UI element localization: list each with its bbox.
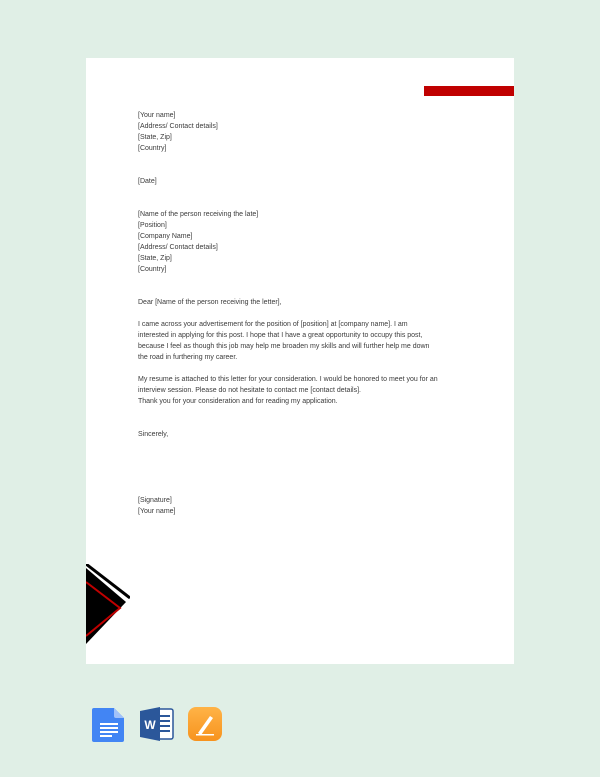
microsoft-word-icon[interactable] (140, 706, 174, 742)
salutation: Dear [Name of the person receiving the letter], (138, 299, 282, 306)
sender-block (138, 110, 438, 154)
sender-address: [Address/ Contact details] (138, 123, 218, 130)
recipient-company: [Company Name] (138, 233, 193, 240)
corner-decoration (86, 564, 130, 644)
recipient-state-zip: [State, Zip] (138, 255, 172, 262)
recipient-country: [Country] (138, 266, 167, 273)
closing: Sincerely, (138, 431, 169, 438)
signature-block (138, 495, 438, 517)
red-accent-bar (424, 86, 514, 96)
sender-state-zip: [State, Zip] (138, 134, 172, 141)
body-paragraph-2-thanks: Thank you for your consideration and for reading my application. (138, 398, 338, 405)
google-docs-icon[interactable] (92, 706, 126, 742)
recipient-name: [Name of the person receiving the late] (138, 211, 259, 218)
body-paragraph-2: My resume is attached to this letter for your consideration. I would be honored to meet you for an interview session. Please do not hesitate to contact me [contact details]. (138, 376, 438, 394)
apple-pages-icon[interactable] (188, 706, 222, 742)
letter-body (138, 110, 438, 517)
recipient-address: [Address/ Contact details] (138, 244, 218, 251)
signature-name: [Your name] (138, 508, 176, 515)
svg-text:W: W (144, 718, 156, 732)
format-icons (92, 706, 222, 742)
signature-line: [Signature] (138, 497, 172, 504)
letter-date: [Date] (138, 178, 157, 185)
recipient-position: [Position] (138, 222, 167, 229)
sender-name: [Your name] (138, 112, 176, 119)
sender-country: [Country] (138, 145, 167, 152)
recipient-block (138, 209, 438, 275)
letter-page (86, 58, 514, 664)
body-paragraph-1: I came across your advertisement for the position of [position] at [company name]. I am interested in applying for this post. I hope that I have a great opportunity to occupy this post, because I feel as though this job may help me broaden my skills and will further help me down the road in furthering my career. (138, 321, 430, 361)
